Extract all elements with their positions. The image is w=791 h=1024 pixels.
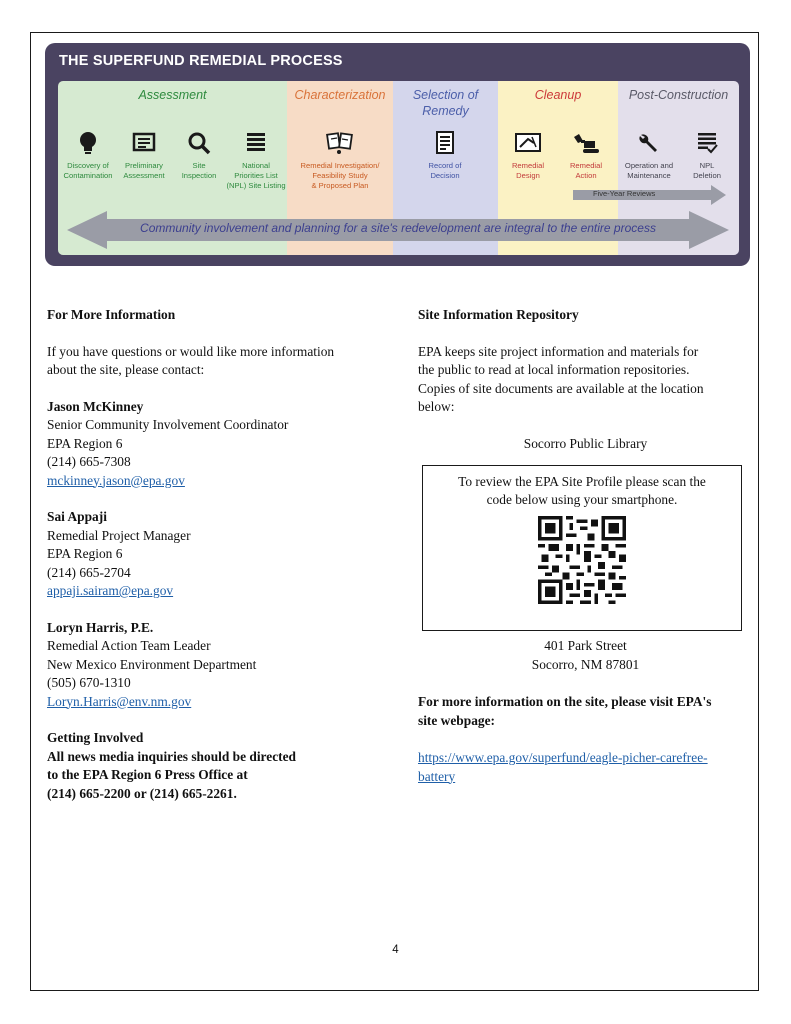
excavator-icon: [571, 131, 601, 155]
qr-code-box: [422, 465, 742, 631]
phase-title-assessment: Assessment: [138, 88, 207, 102]
repository-column: [418, 306, 753, 453]
step-operation-maintenance: [616, 131, 682, 181]
contact-name: Loryn Harris, P.E.: [47, 619, 154, 635]
documents-icon: [326, 131, 354, 155]
five-year-reviews-label: Five-Year Reviews: [593, 189, 656, 198]
getting-involved-text-1: All news media inquiries should be directed: [47, 748, 296, 764]
magnifier-icon: [187, 131, 211, 155]
community-involvement-text: Community involvement and planning for a site's redevelopment are integral to the entire process: [140, 221, 656, 235]
superfund-process-banner: [45, 43, 750, 266]
contact-email-link[interactable]: mckinney.jason@epa.gov: [47, 472, 185, 488]
contact-card-appaji: [47, 508, 392, 601]
list-icon: [245, 131, 267, 155]
contact-org: New Mexico Environment Department: [47, 656, 257, 672]
more-info-text-2: site webpage:: [418, 712, 495, 728]
step-npl-deletion: [674, 131, 740, 181]
getting-involved-text-3: (214) 665-2200 or (214) 665-2261.: [47, 785, 237, 801]
step-label-om: Operation and Maintenance: [624, 161, 674, 180]
step-label-ri-fs: Remedial Investigation/ Feasibility Study & Proposed Plan: [300, 161, 380, 190]
qr-instructions: To review the EPA Site Profile please scan the code below using your smartphone.: [458, 474, 706, 507]
contact-email-link[interactable]: appaji.sairam@epa.gov: [47, 583, 174, 598]
contact-phone: (214) 665-2704: [47, 564, 131, 580]
address-block: [418, 637, 753, 786]
step-record-of-decision: [412, 131, 478, 181]
phase-title-cleanup: Cleanup: [534, 88, 582, 102]
phase-title-characterization: Characterization: [294, 88, 386, 102]
wrench-icon: [637, 131, 661, 155]
repository-intro-line-3: Copies of site documents are available at the location: [418, 380, 704, 396]
contact-phone: (505) 670-1310: [47, 675, 131, 690]
contact-name: Jason McKinney: [47, 398, 144, 414]
lightbulb-icon: [78, 131, 98, 155]
contact-title: Senior Community Involvement Coordinator: [47, 417, 289, 432]
more-info-text-1: For more information on the site, please visit EPA's: [418, 694, 712, 709]
library-name: Socorro Public Library: [523, 435, 648, 451]
address-city: Socorro, NM 87801: [531, 656, 640, 672]
contact-org: EPA Region 6: [47, 435, 123, 451]
repository-intro-line-2: the public to read at local information repositories.: [418, 362, 690, 377]
qr-code-icon[interactable]: [538, 516, 626, 604]
monitor-icon: [132, 131, 156, 155]
contact-intro-line-2: about the site, please contact:: [47, 362, 205, 377]
step-label-npl: National Priorities List (NPL) Site Listing: [226, 161, 286, 190]
step-remedial-design: [495, 131, 561, 181]
contact-card-mckinney: [47, 398, 392, 491]
drawing-icon: [514, 131, 542, 155]
contact-org: EPA Region 6: [47, 546, 123, 561]
contact-intro-line-1: If you have questions or would like more information: [47, 343, 335, 359]
document-icon: [435, 131, 455, 155]
step-label-ra: Remedial Action: [569, 161, 603, 180]
phase-title-post-construction: Post-Construction: [628, 88, 729, 102]
site-information-repository-heading: Site Information Repository: [418, 307, 579, 322]
contact-title: Remedial Action Team Leader: [47, 638, 211, 653]
for-more-information-heading: For More Information: [47, 307, 176, 322]
contact-email-link[interactable]: Loryn.Harris@env.nm.gov: [47, 693, 192, 709]
contact-name: Sai Appaji: [47, 509, 107, 524]
site-webpage-link-2[interactable]: battery: [418, 768, 456, 784]
community-involvement-arrow: [67, 211, 729, 249]
site-webpage-link-1[interactable]: https://www.epa.gov/superfund/eagle-picher-carefree-: [418, 750, 708, 765]
phase-title-selection: Selection of Remedy: [412, 88, 479, 118]
contact-title: Remedial Project Manager: [47, 527, 191, 543]
step-label-npl-deletion: NPL Deletion: [693, 161, 721, 180]
getting-involved-heading: Getting Involved: [47, 730, 144, 745]
step-label-discovery: Discovery of Contamination: [63, 161, 113, 180]
repository-intro-line-1: EPA keeps site project information and materials for: [418, 343, 699, 359]
page-number: 4: [392, 944, 399, 956]
step-label-site-inspection: Site Inspection: [181, 161, 217, 180]
contact-column: [47, 306, 392, 803]
step-npl-listing: [223, 131, 289, 191]
step-label-preliminary: Preliminary Assessment: [123, 161, 165, 180]
getting-involved-section: [47, 729, 392, 803]
contact-card-harris: [47, 619, 392, 712]
five-year-reviews-arrow: [573, 185, 726, 205]
contact-phone: (214) 665-7308: [47, 454, 131, 469]
step-remedial-investigation: [289, 131, 391, 191]
checklist-icon: [696, 131, 718, 155]
repository-intro-line-4: below:: [418, 399, 455, 414]
step-label-rod: Record of Decision: [428, 161, 462, 180]
address-street: 401 Park Street: [544, 638, 627, 653]
getting-involved-text-2: to the EPA Region 6 Press Office at: [47, 767, 248, 782]
step-remedial-action: [553, 131, 619, 181]
banner-title: THE SUPERFUND REMEDIAL PROCESS: [59, 53, 343, 69]
step-label-rd: Remedial Design: [511, 161, 545, 180]
